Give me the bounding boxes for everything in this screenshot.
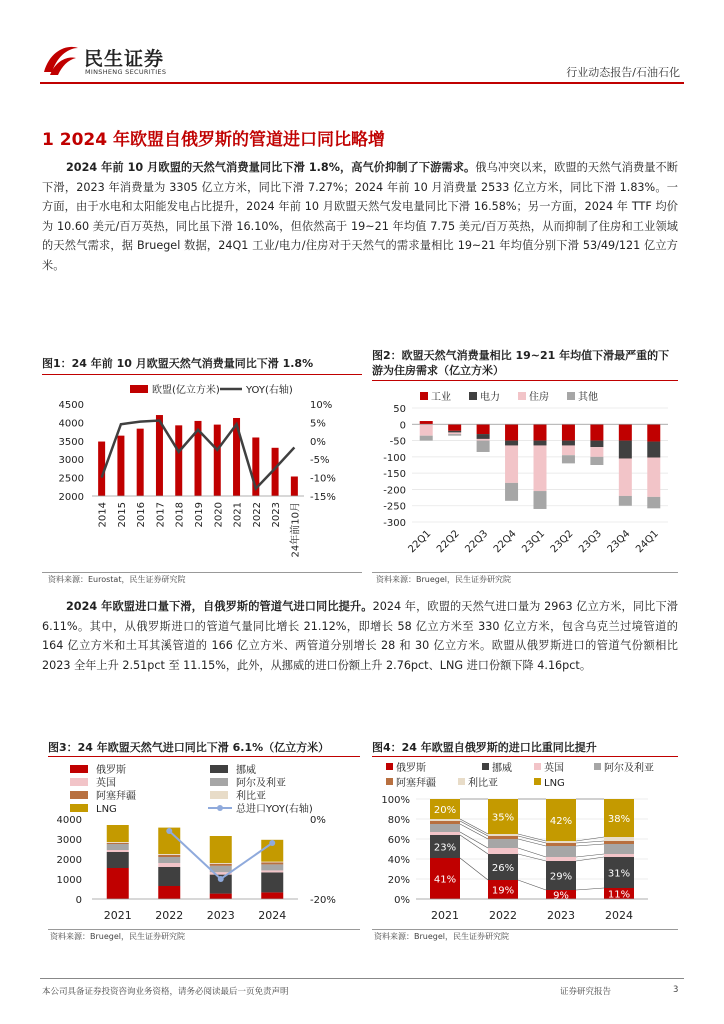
series-connector [576, 854, 604, 857]
x-tick: 2021 [431, 909, 459, 922]
bar-segment [619, 458, 632, 495]
figure-1-source-rule [42, 572, 362, 573]
figure-2-source-rule [372, 572, 678, 573]
legend-swatch [70, 765, 88, 773]
bar-consumption [156, 415, 163, 496]
data-label: 29% [549, 871, 573, 883]
bar-segment [420, 421, 433, 424]
legend-label: 利比亚 [236, 791, 266, 802]
data-label: 20% [433, 805, 457, 816]
x-tick: 24年前10月 [290, 502, 302, 558]
x-tick: 2024 [605, 909, 633, 922]
series-connector [518, 854, 546, 861]
bar-segment [420, 436, 433, 441]
series-connector [518, 880, 546, 890]
bar-segment [488, 839, 518, 848]
paragraph-1-body: 俄乌冲突以来，欧盟的天然气消费量不断下滑，2023 年消费量为 3305 亿立方米，同比下滑 7.27%；2024 年前 10 月消费量 2533 亿立方米，同比下滑 1.83%。一方面，由于水电和太阳能发电占比提升，2024 年前 10 月欧盟天然气发电量同比下滑 16.58%；另一方面，2024 年 TTF 均价为 10.60 美元/百万英热，同比虽下滑 16.10%，但依然高于 19~21 年均值 7.75 美元/百万英热，从而抑制了住房和工业领域的天然气需求，据 Bruegel 数据，24Q1 工业/电力/住房对于天然气的需求量相比 19~21 年均值分别下滑 53/49/121 亿立方米。 [42, 161, 678, 272]
legend-label: 英国 [544, 763, 564, 774]
bar-segment [158, 867, 180, 886]
bar-segment [477, 439, 490, 441]
legend-label: 电力 [480, 392, 500, 403]
report-category: 行业动态报告/石油石化 [566, 66, 680, 79]
legend-label: 挪威 [236, 765, 256, 776]
bar-segment [261, 862, 283, 864]
footer-rule [40, 978, 684, 979]
legend-swatch-marker [217, 805, 223, 811]
bar-segment [210, 894, 232, 899]
legend-swatch-consumption [130, 385, 148, 393]
figure-1-source: 资料来源：Eurostat，民生证券研究院 [48, 575, 186, 584]
figure-1-title: 图1：24 年前 10 月欧盟天然气消费量同比下滑 1.8% [42, 357, 314, 370]
footer-disclaimer: 本公司具备证券投资咨询业务资格，请务必阅读最后一页免责声明 [42, 987, 289, 997]
bar-segment [590, 441, 603, 448]
x-tick: 23Q4 [605, 528, 633, 556]
legend-swatch [70, 791, 88, 799]
y-tick: -300 [383, 518, 406, 529]
x-tick: 23Q2 [548, 528, 576, 556]
bar-segment [107, 825, 129, 842]
x-tick: 2016 [136, 502, 148, 528]
legend-swatch [469, 392, 477, 400]
bar-segment [604, 837, 634, 841]
bar-segment [604, 854, 634, 857]
figure-2-title: 图2：欧盟天然气消费量相比 19~21 年均值下滑最严重的下游为住房需求（亿立方米） [372, 349, 670, 377]
header-rule [40, 82, 684, 84]
bar-segment [430, 821, 460, 824]
x-tick: 2014 [97, 502, 109, 528]
bar-segment [488, 836, 518, 839]
bar-consumption [137, 429, 144, 496]
legend-label-consumption: 欧盟(亿立方米) [152, 385, 220, 396]
data-label: 35% [491, 812, 515, 824]
y-tick: -100 [383, 452, 406, 464]
data-label: 31% [607, 868, 631, 880]
line-marker [218, 876, 224, 882]
logo [40, 42, 80, 78]
paragraph-2-body: 2024 年，欧盟的天然气进口量为 2963 亿立方米，同比下滑 6.11%。其中，从俄罗斯进口的管道气量同比增长 21.12%，即增长 58 亿立方米至 330 亿立方米，包含乌克兰过境管道的 164 亿立方米和土耳其溪管道的 166 亿立方米、两管道分别增长 28 和 30 亿立方米。欧盟从俄罗斯进口的管道气份额相比 2023 全年上升 2.51pct 至 11.15%，此外，从挪威的进口份额上升 2.76pct、LNG 进口份额下降 4.16pct。 [42, 600, 678, 672]
bar-segment [477, 424, 490, 434]
y-tick-left: 4000 [56, 815, 82, 826]
data-label: 11% [607, 889, 631, 901]
bar-segment [107, 844, 129, 850]
y-tick-left: 0 [75, 895, 82, 906]
bar-segment [448, 424, 461, 431]
bar-consumption [175, 425, 182, 496]
legend-swatch [420, 392, 428, 400]
x-tick: 2017 [155, 502, 167, 528]
bar-segment [261, 864, 283, 870]
legend-label: 利比亚 [468, 778, 498, 789]
legend-swatch [210, 778, 228, 786]
legend-label: 俄罗斯 [96, 765, 126, 776]
bar-segment [505, 424, 518, 440]
bar-segment [430, 819, 460, 821]
x-tick: 23Q3 [577, 528, 605, 556]
figure-1-rule [42, 374, 362, 375]
bar-segment [546, 841, 576, 843]
bar-segment [590, 424, 603, 440]
legend-label-yoy: YOY(右轴) [246, 385, 293, 396]
bar-segment [534, 445, 547, 491]
legend-swatch [210, 765, 228, 773]
y-tick: 0% [394, 895, 410, 906]
figure-3-title: 图3：24 年欧盟天然气进口同比下滑 6.1%（亿立方米） [48, 741, 330, 754]
bar-segment [261, 872, 283, 892]
paragraph-2 [42, 597, 678, 675]
bar-segment [546, 843, 576, 846]
legend-label: 住房 [529, 392, 549, 403]
bar-segment [158, 855, 180, 857]
y-tick-right: -15% [310, 492, 336, 503]
page-number: 3 [673, 985, 679, 995]
series-connector [576, 844, 604, 846]
y-tick-right: 0% [310, 815, 326, 826]
data-label: 42% [549, 816, 573, 827]
bar-segment [210, 836, 232, 863]
brand-name-cn: 民生证券 [84, 48, 165, 70]
bar-segment [562, 455, 575, 463]
series-connector [576, 888, 604, 890]
bar-segment [430, 824, 460, 832]
legend-label: 工业 [431, 392, 451, 403]
legend-label: 阿尔及利亚 [604, 763, 654, 774]
bar-segment [647, 424, 660, 441]
legend-swatch [70, 804, 88, 812]
bar-segment [534, 491, 547, 509]
bar-segment [619, 496, 632, 506]
series-connector [460, 835, 488, 854]
figure-4-rule [372, 756, 678, 757]
paragraph-1 [42, 158, 678, 275]
bar-segment [647, 497, 660, 508]
bar-segment [261, 892, 283, 899]
legend-swatch [210, 791, 228, 799]
brand-name-en: MINSHENG SECURITIES [85, 68, 167, 76]
bar-segment [210, 864, 232, 866]
bar-segment [420, 424, 433, 435]
bar-segment [505, 441, 518, 446]
legend-swatch [534, 763, 541, 770]
y-tick: -150 [383, 469, 406, 481]
y-tick: 50 [393, 404, 406, 415]
series-connector [576, 841, 604, 843]
legend-swatch [518, 392, 526, 400]
bar-segment [158, 886, 180, 899]
figure-2-chart [372, 384, 678, 570]
x-tick: 22Q4 [491, 528, 519, 556]
bar-segment [619, 441, 632, 459]
bar-segment [534, 441, 547, 446]
y-tick-right: 5% [310, 418, 326, 430]
figure-1-chart [42, 378, 362, 568]
figure-4-source-rule [372, 929, 678, 930]
figure-2-rule [372, 380, 678, 381]
y-tick-right: -10% [310, 473, 336, 485]
bar-consumption [291, 476, 298, 496]
bar-segment [562, 441, 575, 446]
legend-label: LNG [96, 804, 117, 815]
y-tick-left: 3500 [58, 436, 84, 448]
data-label: 41% [433, 874, 457, 886]
bar-segment [647, 442, 660, 458]
figure-2-source: 资料来源：Bruegel，民生证券研究院 [376, 575, 511, 584]
bar-segment [158, 854, 180, 855]
x-tick: 2020 [213, 502, 225, 528]
data-label: 26% [491, 863, 515, 874]
x-tick: 22Q2 [434, 528, 462, 556]
bar-segment [488, 848, 518, 854]
paragraph-1-lead: 2024 年前 10 月欧盟的天然气消费量同比下滑 1.8%，高气价抑制了下游需求。 [66, 161, 476, 174]
bar-segment [590, 447, 603, 457]
y-tick: 40% [387, 855, 410, 866]
figure-4-source: 资料来源：Bruegel，民生证券研究院 [374, 932, 509, 941]
figure-4-chart [372, 758, 678, 928]
x-tick: 2021 [232, 502, 244, 528]
bar-segment [261, 862, 283, 863]
figure-3-chart [48, 758, 360, 928]
legend-swatch [534, 778, 541, 785]
line-marker [166, 828, 172, 834]
x-tick: 2021 [103, 909, 132, 922]
bar-segment [477, 441, 490, 452]
legend-label: 阿尔及利亚 [236, 778, 286, 789]
legend-label: 其他 [578, 392, 598, 403]
figure-4-title: 图4：24 年欧盟自俄罗斯的进口比重同比提升 [372, 741, 597, 754]
y-tick-left: 4500 [58, 400, 84, 411]
legend-swatch [70, 778, 88, 786]
legend-swatch [482, 763, 489, 770]
legend-label: 总进口YOY(右轴) [236, 804, 313, 815]
legend-label: 阿塞拜疆 [396, 778, 436, 789]
bar-segment [505, 445, 518, 482]
y-tick-left: 3000 [58, 455, 84, 467]
y-tick-left: 1000 [56, 875, 82, 886]
legend-swatch [567, 392, 575, 400]
x-tick: 22Q1 [406, 528, 434, 556]
bar-segment [604, 844, 634, 854]
series-connector [460, 821, 488, 836]
figure-3-source: 资料来源：Bruegel，民生证券研究院 [50, 932, 185, 941]
legend-label: LNG [544, 778, 565, 789]
bar-segment [107, 842, 129, 843]
bar-segment [448, 432, 461, 434]
bar-segment [107, 843, 129, 844]
bar-segment [107, 852, 129, 868]
y-tick: -50 [389, 436, 406, 448]
y-tick: -200 [383, 485, 406, 497]
data-label: 23% [433, 842, 457, 854]
bar-segment [210, 863, 232, 864]
data-label: 19% [491, 885, 515, 897]
series-connector [518, 848, 546, 857]
legend-label: 挪威 [492, 763, 512, 774]
series-connector [460, 832, 488, 848]
y-tick-right: -20% [310, 895, 336, 906]
y-tick: 60% [387, 835, 410, 846]
bar-segment [604, 841, 634, 844]
bar-segment [107, 850, 129, 852]
logo-mark-icon [40, 42, 80, 78]
bar-segment [261, 870, 283, 872]
bar-segment [477, 434, 490, 439]
y-tick-right: 10% [310, 400, 333, 411]
x-tick: 2023 [206, 909, 235, 922]
x-tick: 24Q1 [634, 528, 661, 556]
bar-segment [448, 434, 461, 436]
bar-segment [505, 483, 518, 501]
legend-swatch [594, 763, 601, 770]
data-label: 9% [553, 890, 569, 902]
y-tick: 0 [399, 420, 406, 432]
bar-segment [590, 457, 603, 465]
legend-swatch [458, 778, 465, 785]
x-tick: 2024 [258, 909, 287, 922]
paragraph-2-lead: 2024 年欧盟进口量下滑，自俄罗斯的管道气进口同比提升。 [66, 600, 373, 613]
bar-segment [430, 832, 460, 835]
x-tick: 2022 [251, 502, 263, 528]
y-tick-left: 3000 [56, 835, 82, 846]
y-tick-left: 2500 [58, 473, 84, 485]
legend-label: 阿塞拜疆 [96, 791, 136, 802]
y-tick: 80% [387, 815, 410, 826]
x-tick: 2018 [174, 502, 186, 528]
y-tick: 100% [381, 795, 410, 806]
bar-segment [546, 857, 576, 861]
series-connector [460, 858, 488, 880]
y-tick-right: 0% [310, 436, 326, 448]
bar-segment [534, 424, 547, 440]
legend-label: 俄罗斯 [396, 763, 426, 774]
y-tick-left: 4000 [58, 418, 84, 430]
legend-swatch [386, 763, 393, 770]
bar-consumption [117, 436, 124, 496]
figure-3-rule [48, 756, 360, 757]
bar-segment [562, 445, 575, 455]
line-marker [269, 840, 275, 846]
bar-segment [107, 868, 129, 899]
y-tick: 20% [387, 875, 410, 886]
bar-segment [619, 424, 632, 440]
x-tick: 2023 [271, 502, 283, 528]
y-tick-left: 2000 [56, 855, 82, 866]
bar-segment [546, 846, 576, 857]
bar-segment [562, 424, 575, 440]
series-connector [518, 836, 546, 843]
legend-label: 英国 [96, 778, 116, 789]
x-tick: 2022 [489, 909, 517, 922]
legend-swatch [386, 778, 393, 785]
x-tick: 2019 [194, 502, 205, 528]
bar-segment [488, 834, 518, 836]
bar-segment [158, 857, 180, 863]
footer-report-type: 证券研究报告 [560, 987, 612, 997]
bar-consumption [214, 425, 221, 496]
y-tick: -250 [383, 501, 406, 513]
y-tick-left: 2000 [58, 492, 84, 503]
x-tick: 2022 [155, 909, 184, 922]
x-tick: 22Q3 [463, 528, 491, 556]
x-tick: 23Q1 [520, 528, 548, 556]
bar-segment [158, 863, 180, 867]
data-label: 38% [607, 814, 631, 825]
x-tick: 2015 [116, 502, 128, 528]
figure-3-source-rule [48, 929, 360, 930]
bar-segment [647, 458, 660, 497]
y-tick-right: -5% [310, 455, 330, 467]
bar-segment [448, 431, 461, 433]
section-title: 1 2024 年欧盟自俄罗斯的管道进口同比略增 [42, 130, 385, 150]
x-tick: 2023 [547, 909, 575, 922]
